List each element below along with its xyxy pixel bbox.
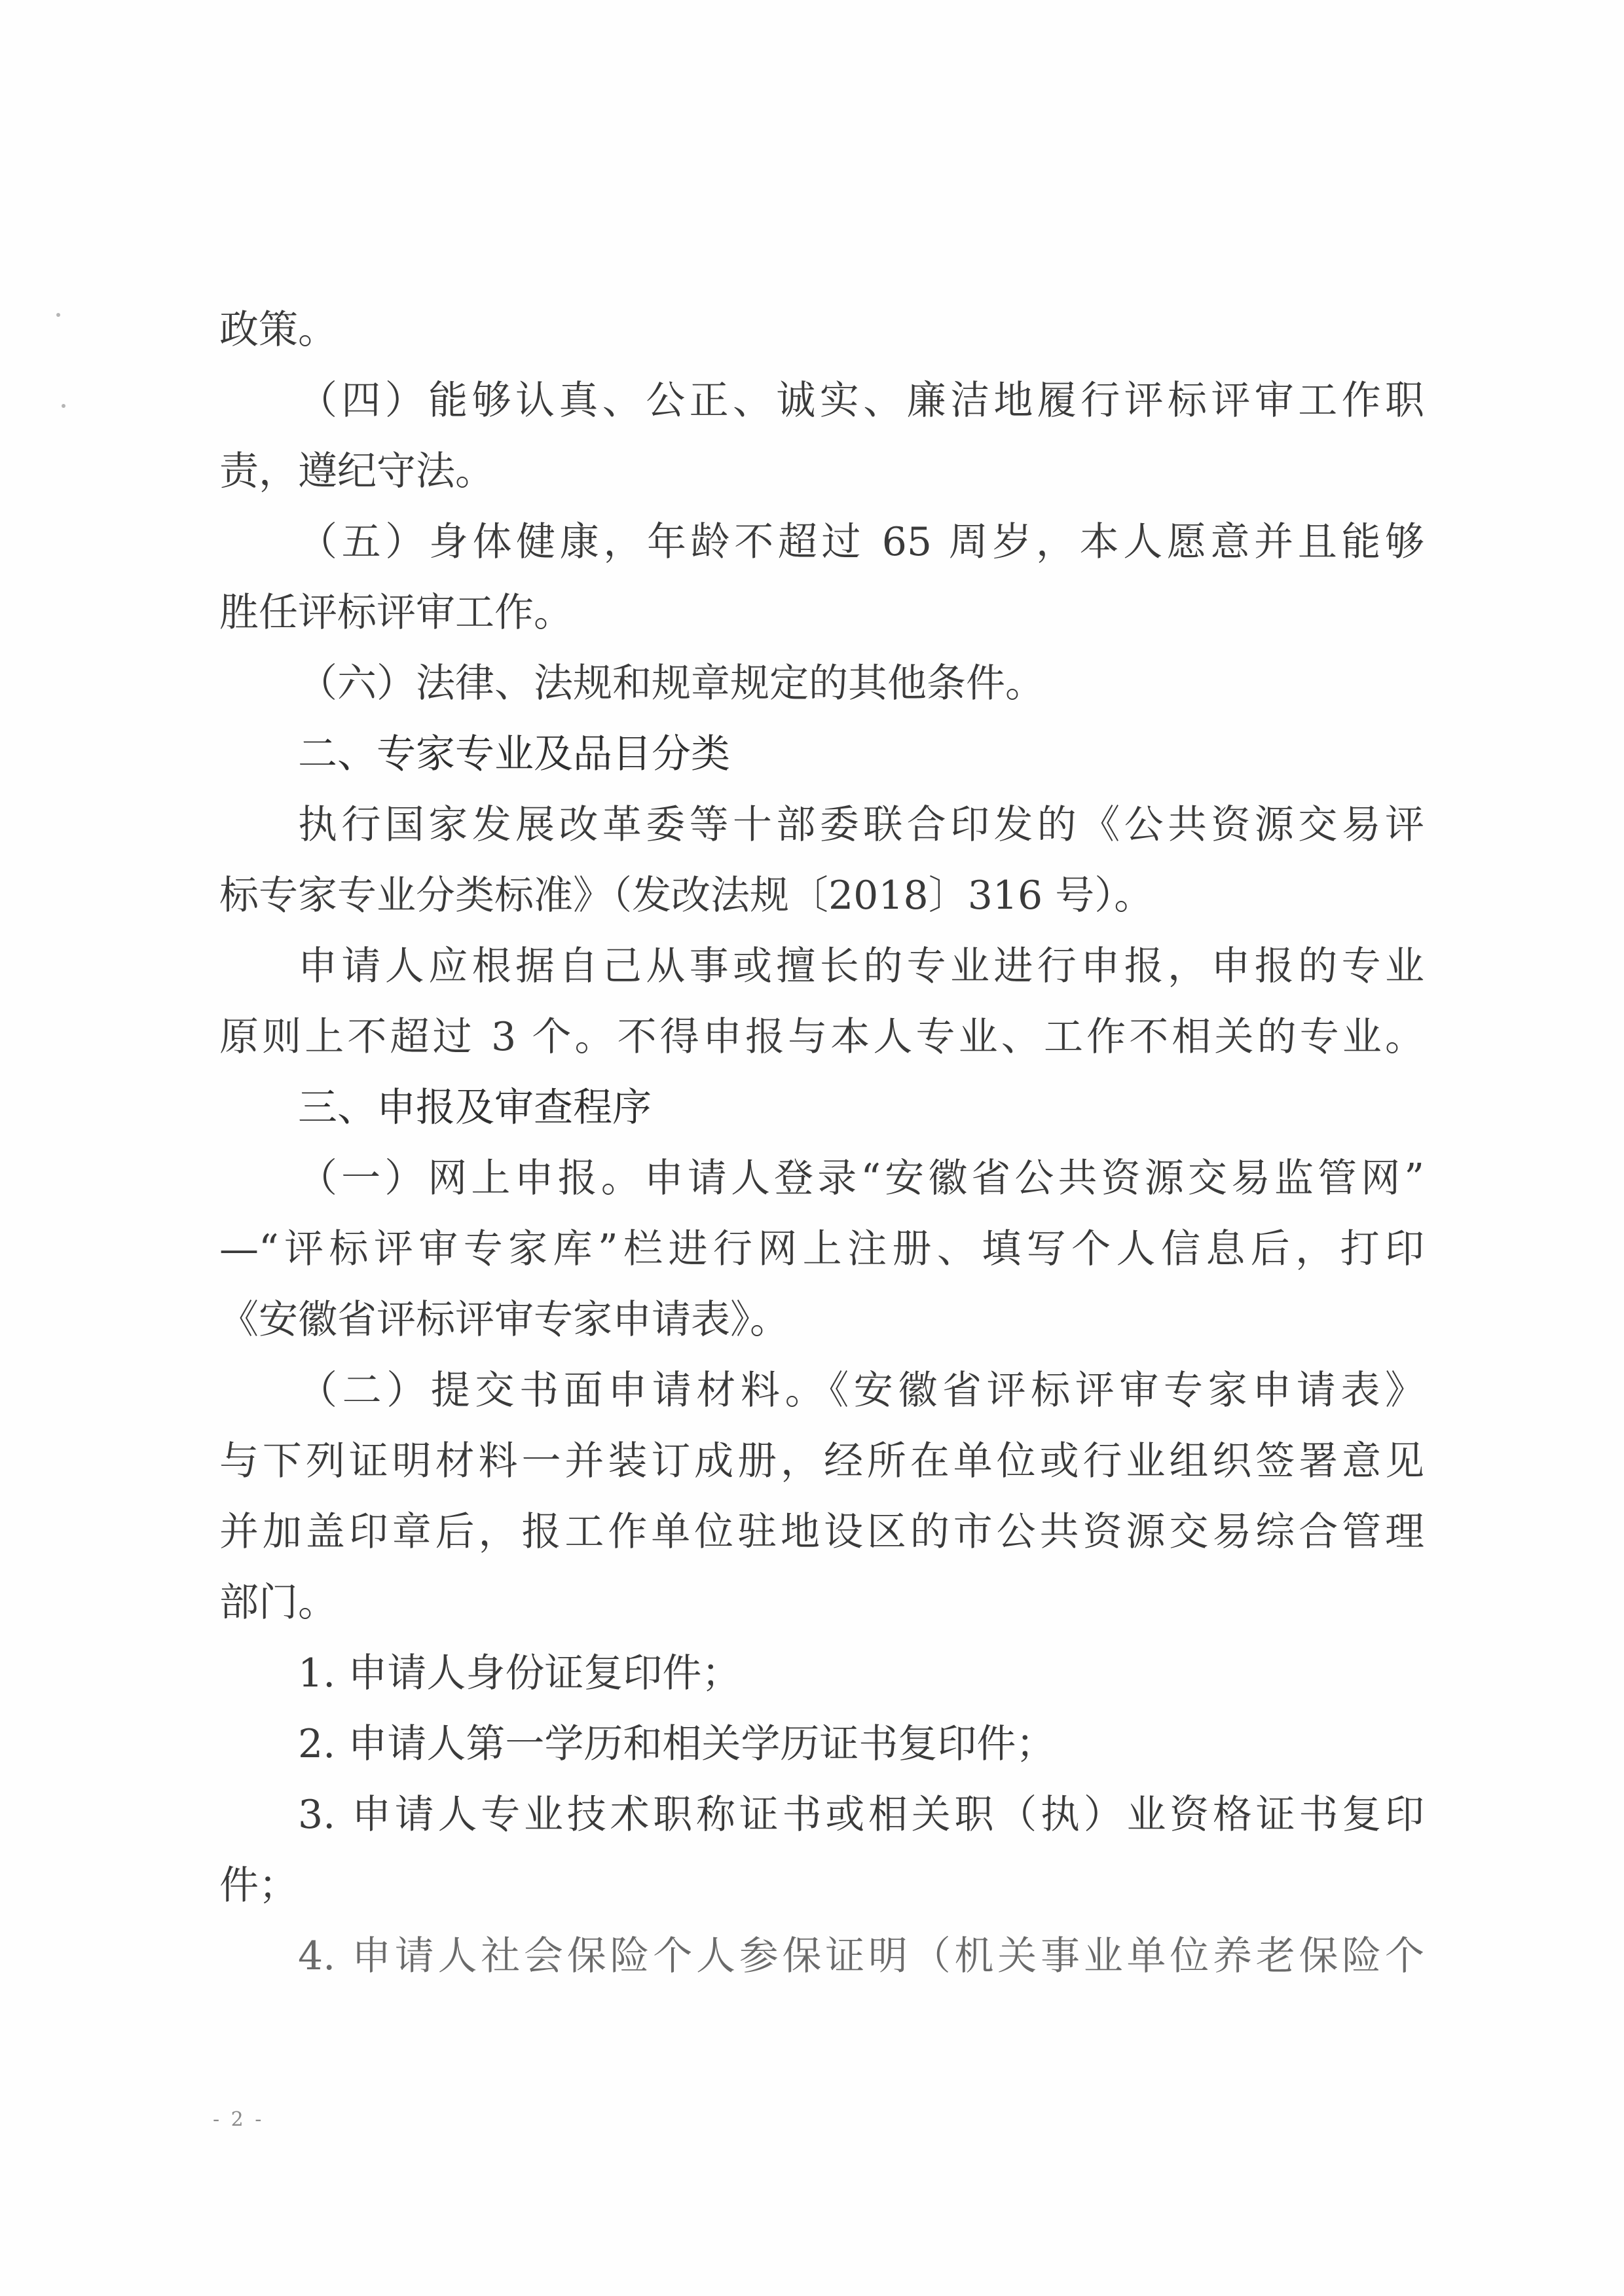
- paragraph-line: （六）法律、法规和规章规定的其他条件。: [298, 661, 1044, 706]
- paragraph-line: 执行国家发展改革委等十部委联合印发的《公共资源交易评: [298, 802, 1424, 848]
- list-item: 1. 申请人身份证复印件；: [298, 1650, 741, 1696]
- document-body: [219, 295, 1424, 1992]
- list-item: 4. 申请人社会保险个人参保证明（机关事业单位养老保险个: [298, 1933, 1424, 1979]
- paragraph-line: （四）能够认真、公正、诚实、廉洁地履行评标评审工作职: [298, 378, 1424, 424]
- paragraph-line: 部门。: [219, 1580, 337, 1626]
- paragraph-line: 《安徽省评标评审专家申请表》。: [219, 1297, 789, 1343]
- paragraph-line: （二）提交书面申请材料。《安徽省评标评审专家申请表》: [298, 1368, 1424, 1413]
- section-heading: 二、专家专业及品目分类: [298, 731, 730, 777]
- paragraph-line: —“评标评审专家库”栏进行网上注册、填写个人信息后，打印: [219, 1226, 1424, 1272]
- paragraph-line: 胜任评标评审工作。: [219, 590, 573, 636]
- paragraph-line: 原则上不超过 3 个。不得申报与本人专业、工作不相关的专业。: [219, 1014, 1424, 1060]
- scan-speck: [56, 313, 60, 317]
- paragraph-line: 标专家专业分类标准》（发改法规〔2018〕316 号）。: [219, 873, 1154, 919]
- paragraph-line: 政策。: [219, 307, 337, 353]
- list-item-continuation: 件；: [219, 1863, 298, 1908]
- paragraph-line: 申请人应根据自己从事或擅长的专业进行申报，申报的专业: [298, 943, 1424, 989]
- list-item: 3. 申请人专业技术职称证书或相关职（执）业资格证书复印: [298, 1792, 1424, 1838]
- paragraph-line: 责，遵纪守法。: [219, 448, 494, 494]
- section-heading: 三、申报及审查程序: [298, 1085, 652, 1131]
- paragraph-line: 并加盖印章后，报工作单位驻地设区的市公共资源交易综合管理: [219, 1509, 1424, 1555]
- paragraph-line: （五）身体健康，年龄不超过 65 周岁，本人愿意并且能够: [298, 519, 1424, 565]
- paragraph-line: （一）网上申报。申请人登录“安徽省公共资源交易监管网”: [298, 1156, 1424, 1201]
- scan-speck: [62, 404, 65, 408]
- list-item: 2. 申请人第一学历和相关学历证书复印件；: [298, 1721, 1056, 1767]
- page-number: - 2 -: [213, 2108, 265, 2131]
- paragraph-line: 与下列证明材料一并装订成册，经所在单位或行业组织签署意见: [219, 1438, 1424, 1484]
